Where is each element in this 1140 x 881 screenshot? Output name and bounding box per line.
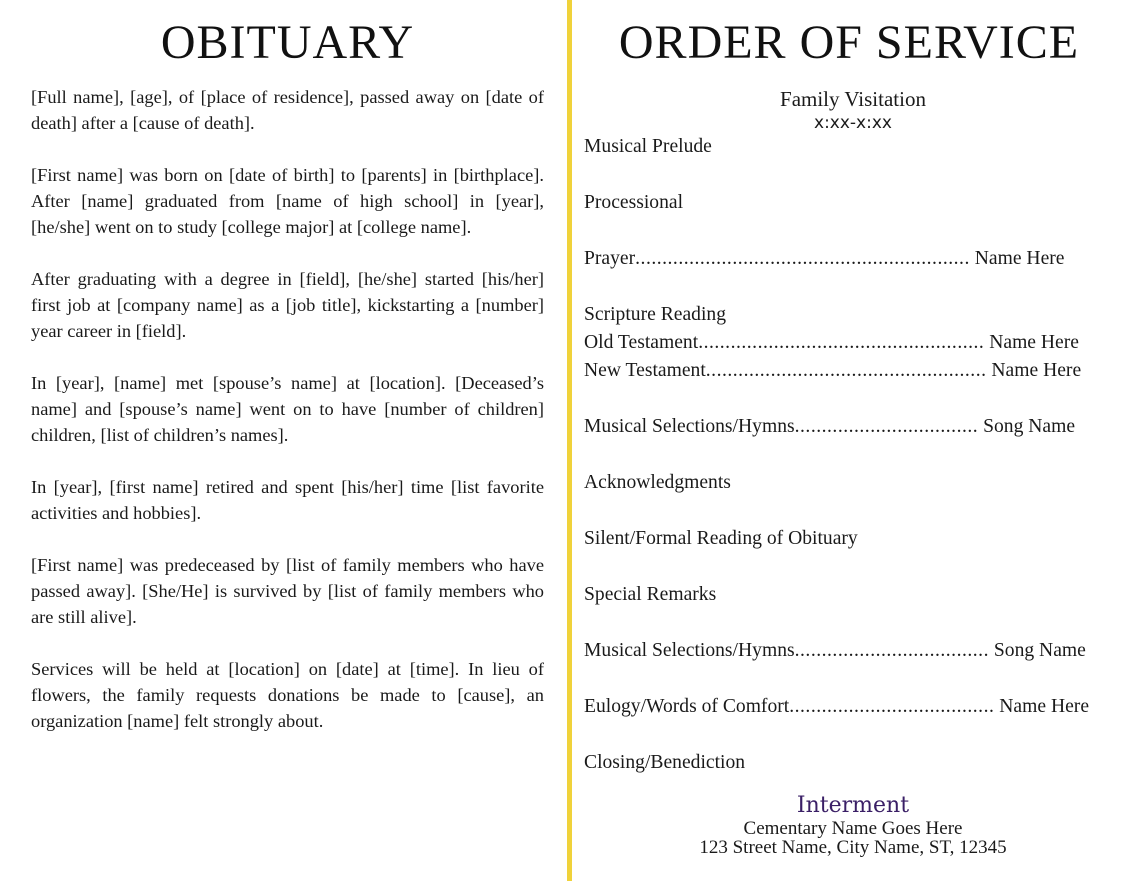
hymns-label: Musical Selections/Hymns (584, 416, 795, 437)
processional: Processional (584, 192, 684, 213)
obituary-paragraph: In [year], [first name] retired and spent [his/her] time [list favorite activities and hobbies]. (31, 477, 544, 523)
song-name: Song Name (983, 416, 1076, 437)
leader-dots: .............................................................. (635, 248, 970, 269)
eulogy-row (584, 693, 1114, 721)
obituary-paragraph: [Full name], [age], of [place of residence], passed away on [date of death] after a [cause of death]. (31, 87, 544, 133)
leader-dots: .................................. (794, 416, 979, 437)
center-divider (567, 0, 572, 881)
obituary-title: OBITUARY (160, 16, 415, 69)
obituary-text (31, 84, 544, 760)
eulogy-name: Name Here (999, 696, 1090, 717)
obituary-paragraph: [First name] was born on [date of birth] to [parents] in [birthplace]. After [name] graduated from [name of high school] in [year], [he/she] went on to study [college major] at [college name]. (31, 165, 544, 237)
cemetery-name: Cementary Name Goes Here (743, 818, 963, 839)
new-testament-row (584, 357, 1114, 385)
prayer-row (584, 245, 1114, 273)
leader-dots: ...................................... (789, 696, 995, 717)
prayer-name: Name Here (974, 248, 1065, 269)
hymns-row-2 (584, 637, 1114, 665)
acknowledgments: Acknowledgments (584, 472, 731, 493)
family-visitation (584, 86, 1122, 134)
closing-benediction: Closing/Benediction (584, 752, 746, 773)
scripture-reading: Scripture Reading (584, 304, 727, 325)
old-testament-row (584, 329, 1114, 357)
obituary-paragraph: Services will be held at [location] on [date] at [time]. In lieu of flowers, the family requests donations be made to [cause], an organization [name] felt strongly about. (31, 659, 544, 731)
order-of-service-title: ORDER OF SERVICE (618, 16, 1080, 69)
visitation-time: x:xx-x:xx (814, 113, 892, 133)
leader-dots: .................................................... (705, 360, 987, 381)
interment-title: Interment (796, 793, 910, 818)
old-testament-label: Old Testament (584, 332, 699, 353)
service-program (584, 133, 1114, 777)
new-testament-label: New Testament (584, 360, 706, 381)
cemetery-address: 123 Street Name, City Name, ST, 12345 (699, 837, 1007, 858)
obituary-paragraph: [First name] was predeceased by [list of family members who have passed away]. [She/He] is survived by [list of family members who are still alive]. (31, 555, 544, 627)
eulogy-label: Eulogy/Words of Comfort (584, 696, 790, 717)
hymns-label: Musical Selections/Hymns (584, 640, 795, 661)
obituary-paragraph: After graduating with a degree in [field], [he/she] started [his/her] first job at [company name] as a [job title], kickstarting a [number] year career in [field]. (31, 269, 544, 341)
silent-reading: Silent/Formal Reading of Obituary (584, 528, 858, 549)
obituary-paragraph: In [year], [name] met [spouse’s name] at [location]. [Deceased’s name] and [spouse’s name] went on to have [number of children] children, [list of children’s names]. (31, 373, 544, 445)
song-name: Song Name (993, 640, 1086, 661)
prayer-label: Prayer (584, 248, 636, 269)
interment-block (584, 793, 1122, 857)
visitation-title: Family Visitation (780, 87, 926, 111)
old-testament-name: Name Here (989, 332, 1079, 353)
leader-dots: .................................... (794, 640, 989, 661)
musical-prelude: Musical Prelude (584, 136, 712, 157)
leader-dots: ..................................................... (698, 332, 985, 353)
hymns-row-1 (584, 413, 1114, 441)
special-remarks: Special Remarks (584, 584, 717, 605)
new-testament-name: Name Here (991, 360, 1082, 381)
